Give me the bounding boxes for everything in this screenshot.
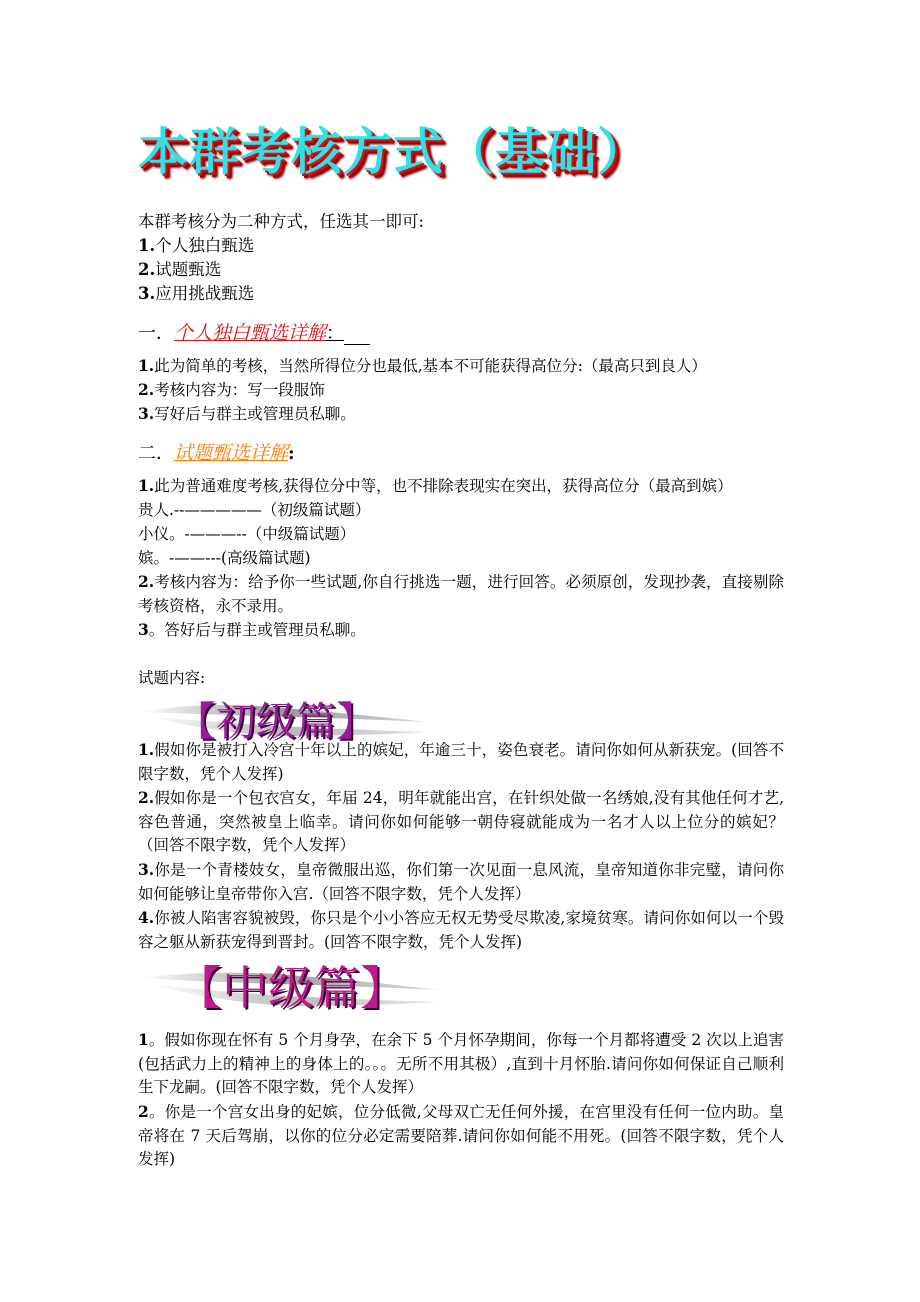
level-line: 小仪。-———--（中级篇试题） (138, 525, 356, 543)
section2-title: 试题甄选详解 (174, 442, 289, 464)
banner-mid-text: 【中级篇】 (176, 961, 406, 1015)
intro-item: 3.应用挑战甄选 (138, 284, 255, 303)
banner-basic (138, 692, 438, 745)
intro-item: 2.试题甄选 (138, 260, 222, 279)
section2-heading: 二．试题甄选详解: (138, 442, 295, 464)
question-item: 1.假如你是被打入冷宫十年以上的嫔妃，年逾三十，姿色衰老。请问你如何从新获宠。(回答不限字数，凭个人发挥) (138, 740, 784, 783)
banner-mid (138, 956, 448, 1015)
question-item: 3.你是一个青楼妓女，皇帝微服出巡，你们第一次见面一息风流，皇帝知道你非完璧，请问你如何能够让皇帝带你入宫.（回答不限字数，凭个人发挥） (138, 860, 784, 903)
questions-label: 试题内容: (138, 669, 206, 687)
section1-item: 1.此为简单的考核，当然所得位分也最低,基本不可能获得高位分:（最高只到良人） (138, 356, 707, 375)
section2-item: 2.考核内容为：给予你一些试题,你自行挑选一题，进行回答。必须原创，发现抄袭，直接剔除考核资格，永不录用。 (138, 572, 784, 615)
level-line: 贵人.--—————（初级篇试题） (138, 501, 371, 519)
question-item: 2.假如你是一个包衣宫女，年届 24，明年就能出宫，在针织处做一名绣娘,没有其他任何才艺,容色普通，突然被皇上临幸。请问你如何能够一朝侍寝就能成为一名才人以上位分的嫔妃？（回答不限字数，凭个人发挥） (138, 788, 784, 854)
question-item: 1。假如你现在怀有 5 个月身孕，在余下 5 个月怀孕期间，你每一个月都将遭受 2 次以上追害(包括武力上的精神上的身体上的。。。无所不用其极）,直到十月怀胎.请问你如何保证自己顺利生下龙嗣。(回答不限字数，凭个人发挥） (138, 1030, 784, 1096)
banner-basic-text: 【初级篇】 (176, 699, 376, 745)
question-item: 2。你是一个宫女出身的妃嫔，位分低微,父母双亡无任何外援，在宫里没有任何一位内助。皇帝将在 7 天后驾崩，以你的位分必定需要陪葬.请问你如何能不用死。(回答不限字数，凭个人发挥) (138, 1102, 784, 1168)
underline-tail (344, 326, 370, 345)
section1-heading: 一．个人独白甄选详解： (138, 318, 370, 345)
page-title: 本群考核方式（基础） (138, 122, 648, 181)
intro-line: 本群考核分为二种方式，任选其一即可: (138, 212, 425, 231)
question-item: 4.你被人陷害容貌被毁，你只是个小小答应无权无势受尽欺凌,家境贫寒。请问你如何以一个毁容之躯从新获宠得到晋封。(回答不限字数，凭个人发挥) (138, 908, 784, 951)
intro-item: 1.个人独白甄选 (138, 236, 255, 255)
section1-item: 3.写好后与群主或管理员私聊。 (138, 404, 356, 423)
section1-title: 个人独白甄选详解 (174, 322, 327, 344)
section2-item: 3。答好后与群主或管理员私聊。 (138, 620, 366, 639)
section2-item: 1.此为普通难度考核,获得位分中等，也不排除表现实在突出，获得高位分（最高到嫔） (138, 476, 733, 495)
section1-item: 2.考核内容为：写一段服饰 (138, 380, 325, 399)
level-line: 嫔。-——---(高级篇试题) (138, 549, 311, 567)
